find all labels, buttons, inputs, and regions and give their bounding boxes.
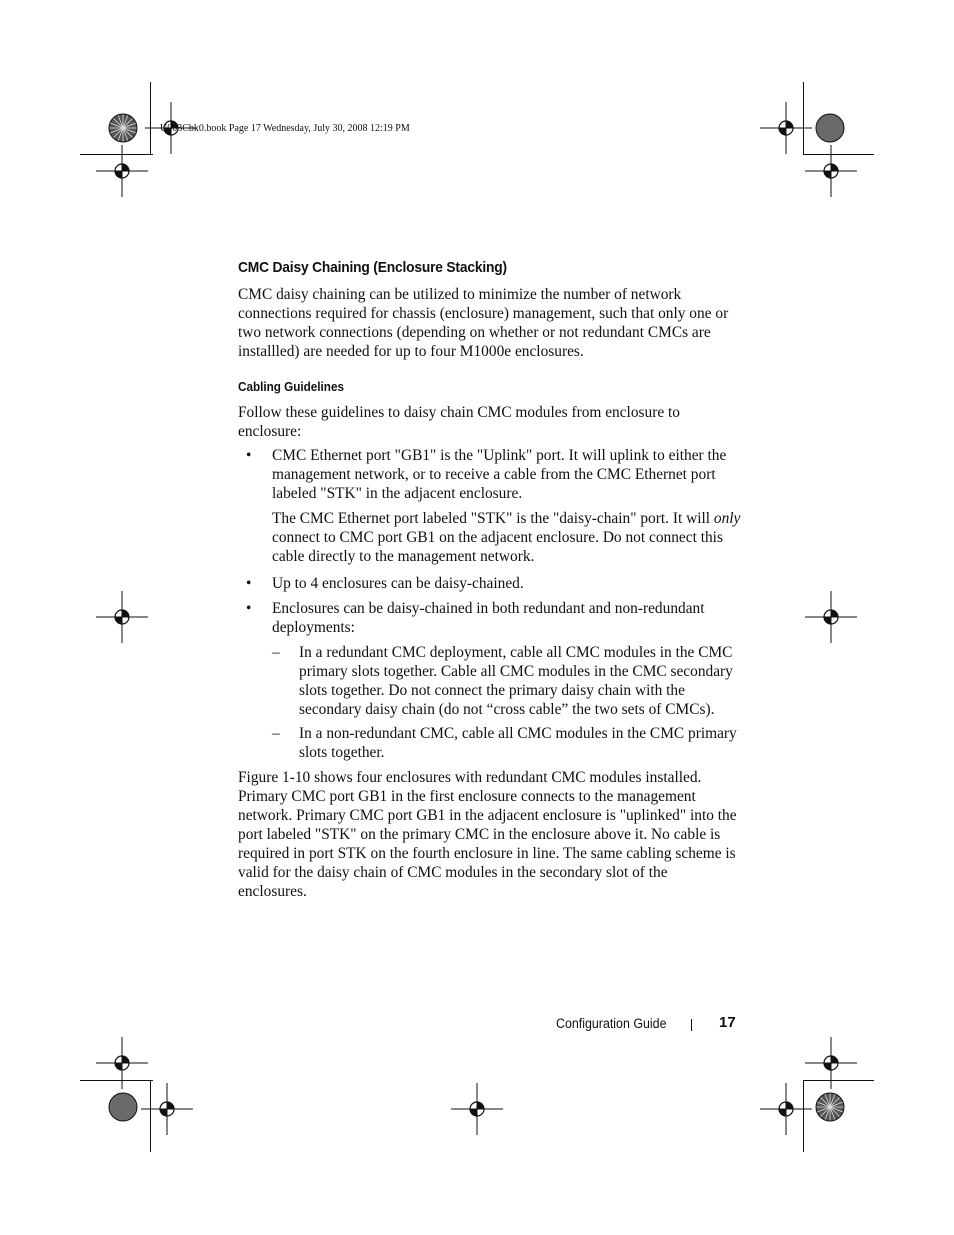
bullet-marker: • [246, 600, 252, 617]
stk-text-post: connect to CMC port GB1 on the adjacent enclosure. Do not connect this cable directly to the management network. [272, 529, 723, 565]
print-slug: U003Cbk0.book Page 17 Wednesday, July 30, 2008 12:19 PM [160, 123, 410, 134]
starburst-mark-icon [813, 1090, 847, 1124]
registration-target-icon [451, 1083, 503, 1135]
stk-text-emphasis: only [713, 510, 741, 527]
bullet-deployments: Enclosures can be daisy-chained in both redundant and non-redundant deployments: [272, 600, 705, 636]
registration-target-icon [760, 1083, 812, 1135]
registration-target-icon [805, 145, 857, 197]
gray-dot-mark-icon [106, 1090, 140, 1124]
registration-target-icon [96, 145, 148, 197]
dash-marker: – [272, 725, 280, 742]
section-heading: CMC Daisy Chaining (Enclosure Stacking) [238, 259, 507, 276]
guidelines-intro: Follow these guidelines to daisy chain CMC modules from enclosure to enclosure: [238, 404, 680, 440]
gray-dot-mark-icon [813, 111, 847, 145]
subsection-heading: Cabling Guidelines [238, 379, 344, 394]
page-number: 17 [719, 1014, 736, 1031]
dash-non-redundant: In a non-redundant CMC, cable all CMC modules in the CMC primary slots together. [299, 725, 737, 761]
footer-title: Configuration Guide [556, 1016, 667, 1031]
dash-redundant: In a redundant CMC deployment, cable all CMC modules in the CMC primary slots together. Cable all CMC modules in the CMC secondary slots together. Do not connect the primary daisy chain with the secondary daisy chain (do not “cross cable” the two sets of CMCs). [299, 644, 733, 718]
bullet-stk-note [272, 509, 742, 566]
dash-marker: – [272, 644, 280, 661]
registration-target-icon [96, 591, 148, 643]
bullet-marker: • [246, 575, 252, 592]
registration-target-icon [805, 591, 857, 643]
registration-target-icon [96, 1037, 148, 1089]
footer-divider [691, 1019, 692, 1031]
bullet-marker: • [246, 447, 252, 464]
intro-paragraph: CMC daisy chaining can be utilized to minimize the number of network connections required for chassis (enclosure) management, such that only one or two network connections (depending on whether or not redundant CMCs are installled) are needed for up to four M1000e enclosures. [238, 286, 729, 360]
bullet-count: Up to 4 enclosures can be daisy-chained. [272, 575, 524, 592]
registration-target-icon [141, 1083, 193, 1135]
figure-paragraph: Figure 1-10 shows four enclosures with redundant CMC modules installed. Primary CMC port GB1 in the first enclosure connects to the management network. Primary CMC port GB1 in the adjacent enclosure is "uplinked" into the port labeled "STK" on the primary CMC in the enclosure above it. No cable is required in port STK on the fourth enclosure in line. The same cabling scheme is valid for the daisy chain of CMC modules in the secondary slot of the enclosures. [238, 769, 737, 900]
starburst-mark-icon [106, 111, 140, 145]
bullet-uplink: CMC Ethernet port "GB1" is the "Uplink" port. It will uplink to either the management network, or to receive a cable from the CMC Ethernet port labeled "STK" in the adjacent enclosure. [272, 447, 727, 502]
stk-text-pre: The CMC Ethernet port labeled "STK" is the "daisy-chain" port. It will [272, 510, 714, 527]
registration-target-icon [805, 1037, 857, 1089]
